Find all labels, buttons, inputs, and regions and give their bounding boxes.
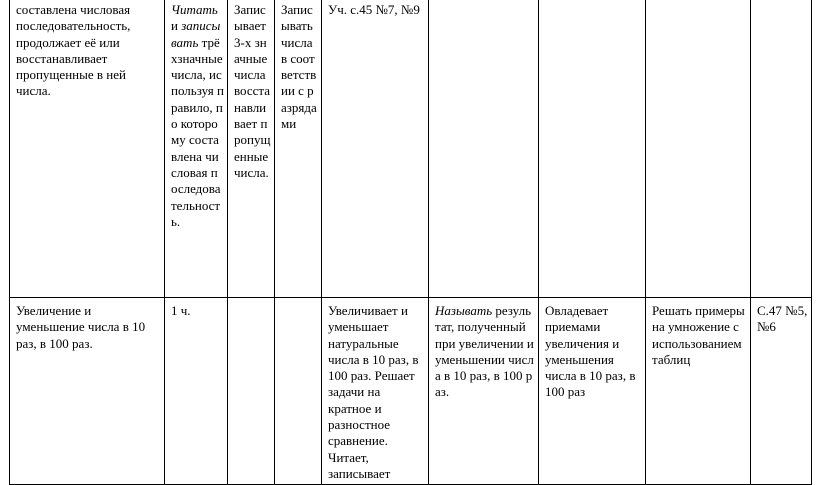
cell-empty-8 [646,0,751,298]
cell-tasks: Решать примеры на умножение с использованием таблиц [646,298,751,485]
cell-empty-9 [751,0,812,298]
cell-description: составлена числовая последовательность, продолжает её или восстанавливает пропущенные в ней числа. [10,0,165,298]
cell-homework: С.47 №5, №6 [751,298,812,485]
cell-topic: Увеличение и уменьшение числа в 10 раз, в 100 раз. [10,298,165,485]
lesson-plan-table [9,0,812,485]
cell-activity: Читать и записывать трёхзначные числа, используя правило, по которому составлена числовая последовательность. [165,0,228,298]
table-row [10,298,812,485]
cell-empty-4 [275,298,322,485]
cell-empty-7 [539,0,646,298]
cell-empty-3 [228,298,275,485]
cell-skills: Называть результат, полученный при увеличении и уменьшении числа в 10 раз, в 100 раз. [429,298,539,485]
cell-hours: 1 ч. [165,298,228,485]
cell-reference: Уч. с.45 №7, №9 [322,0,429,298]
cell-result-2: Записывать числа в соответствии с разрядами [275,0,322,298]
table-row [10,0,812,298]
cell-empty-6 [429,0,539,298]
cell-activities: Увеличивает и уменьшает натуральные числа в 10 раз, в 100 раз. Решает задачи на кратное и разностное сравнение. Читает, записывает [322,298,429,485]
cell-result-1: Записывает 3-х значные числа восстанавливает пропущенные числа. [228,0,275,298]
cell-competence: Овладевает приемами увеличения и уменьшения числа в 10 раз, в 100 раз [539,298,646,485]
